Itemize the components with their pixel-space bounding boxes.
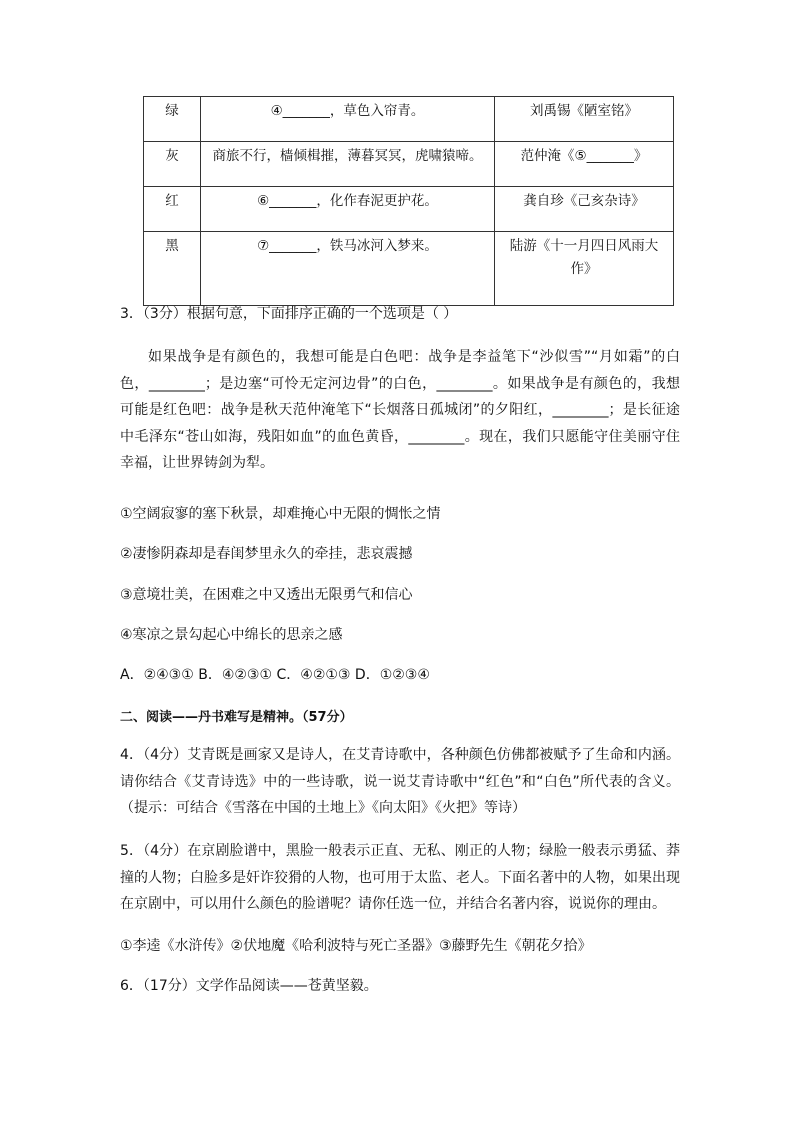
question-4: 4．（4分）艾青既是画家又是诗人，在艾青诗歌中，各种颜色仿佛都被赋予了生命和内涵。请你结合《艾青诗选》中的一些诗歌，说一说艾青诗歌中“红色”和“白色”所代表的含义。（提示：可结合《雪落在中国的土地上》《向太阳》《火把》等诗） <box>120 747 680 816</box>
verse-cell: ⑥_______，化作春泥更护花。 <box>201 187 495 232</box>
source-cell: 刘禹锡《陋室铭》 <box>495 97 674 142</box>
question-5-characters: ①李逵《水浒传》②伏地魔《哈利波特与死亡圣器》③藤野先生《朝花夕拾》 <box>120 938 592 954</box>
table-row <box>144 232 674 306</box>
color-cell: 红 <box>144 187 201 232</box>
section-heading: 二、阅读——丹书难写是精神。（57分） <box>120 710 353 725</box>
option-2: ②凄惨阴森却是春闺梦里永久的牵挂，悲哀震撼 <box>120 546 413 562</box>
verse-cell: ⑦_______，铁马冰河入梦来。 <box>201 232 495 306</box>
answer-choices: A．②④③① B．④②③① C．④②①③ D．①②③④ <box>120 667 430 683</box>
color-cell: 黑 <box>144 232 201 306</box>
table-row <box>144 142 674 187</box>
poem-color-table <box>143 96 674 306</box>
option-3: ③意境壮美，在困难之中又透出无限勇气和信心 <box>120 587 413 603</box>
source-cell: 龚自珍《己亥杂诗》 <box>495 187 674 232</box>
source-cell: 陆游《十一月四日风雨大作》 <box>495 232 674 306</box>
verse-cell: ④_______，草色入帘青。 <box>201 97 495 142</box>
question-5: 5．（4分）在京剧脸谱中，黑脸一般表示正直、无私、刚正的人物；绿脸一般表示勇猛、莽撞的人物；白脸多是奸诈狡猾的人物，也可用于太监、老人。下面名著中的人物，如果出现在京剧中，可以用什么颜色的脸谱呢？请你任选一位，并结合名著内容，说说你的理由。 <box>120 843 680 912</box>
source-cell: 范仲淹《⑤_______》 <box>495 142 674 187</box>
table-row <box>144 187 674 232</box>
color-cell: 绿 <box>144 97 201 142</box>
option-4: ④寒凉之景勾起心中绵长的思亲之感 <box>120 627 343 643</box>
table-row <box>144 97 674 142</box>
color-cell: 灰 <box>144 142 201 187</box>
question-6: 6．（17分）文学作品阅读——苍黄坚毅。 <box>120 978 378 994</box>
question-3-stem: 3．（3分）根据句意，下面排序正确的一个选项是（ ） <box>120 306 458 322</box>
option-1: ①空阔寂寥的塞下秋景，却难掩心中无限的惆怅之情 <box>120 506 441 522</box>
verse-cell: 商旅不行，樯倾楫摧，薄暮冥冥，虎啸猿啼。 <box>201 142 495 187</box>
question-3-passage: 如果战争是有颜色的，我想可能是白色吧：战争是李益笔下“沙似雪”“月如霜”的白色，________；是边塞“可怜无定河边骨”的白色，________。如果战争是有颜色的，我想可能是红色吧：战争是秋天范仲淹笔下“长烟落日孤城闭”的夕阳红，________；是长征途中毛泽东“苍山如海，残阳如血”的血色黄昏，________。现在，我们只愿能守住美丽守住幸福，让世界铸剑为犁。 <box>120 349 680 471</box>
